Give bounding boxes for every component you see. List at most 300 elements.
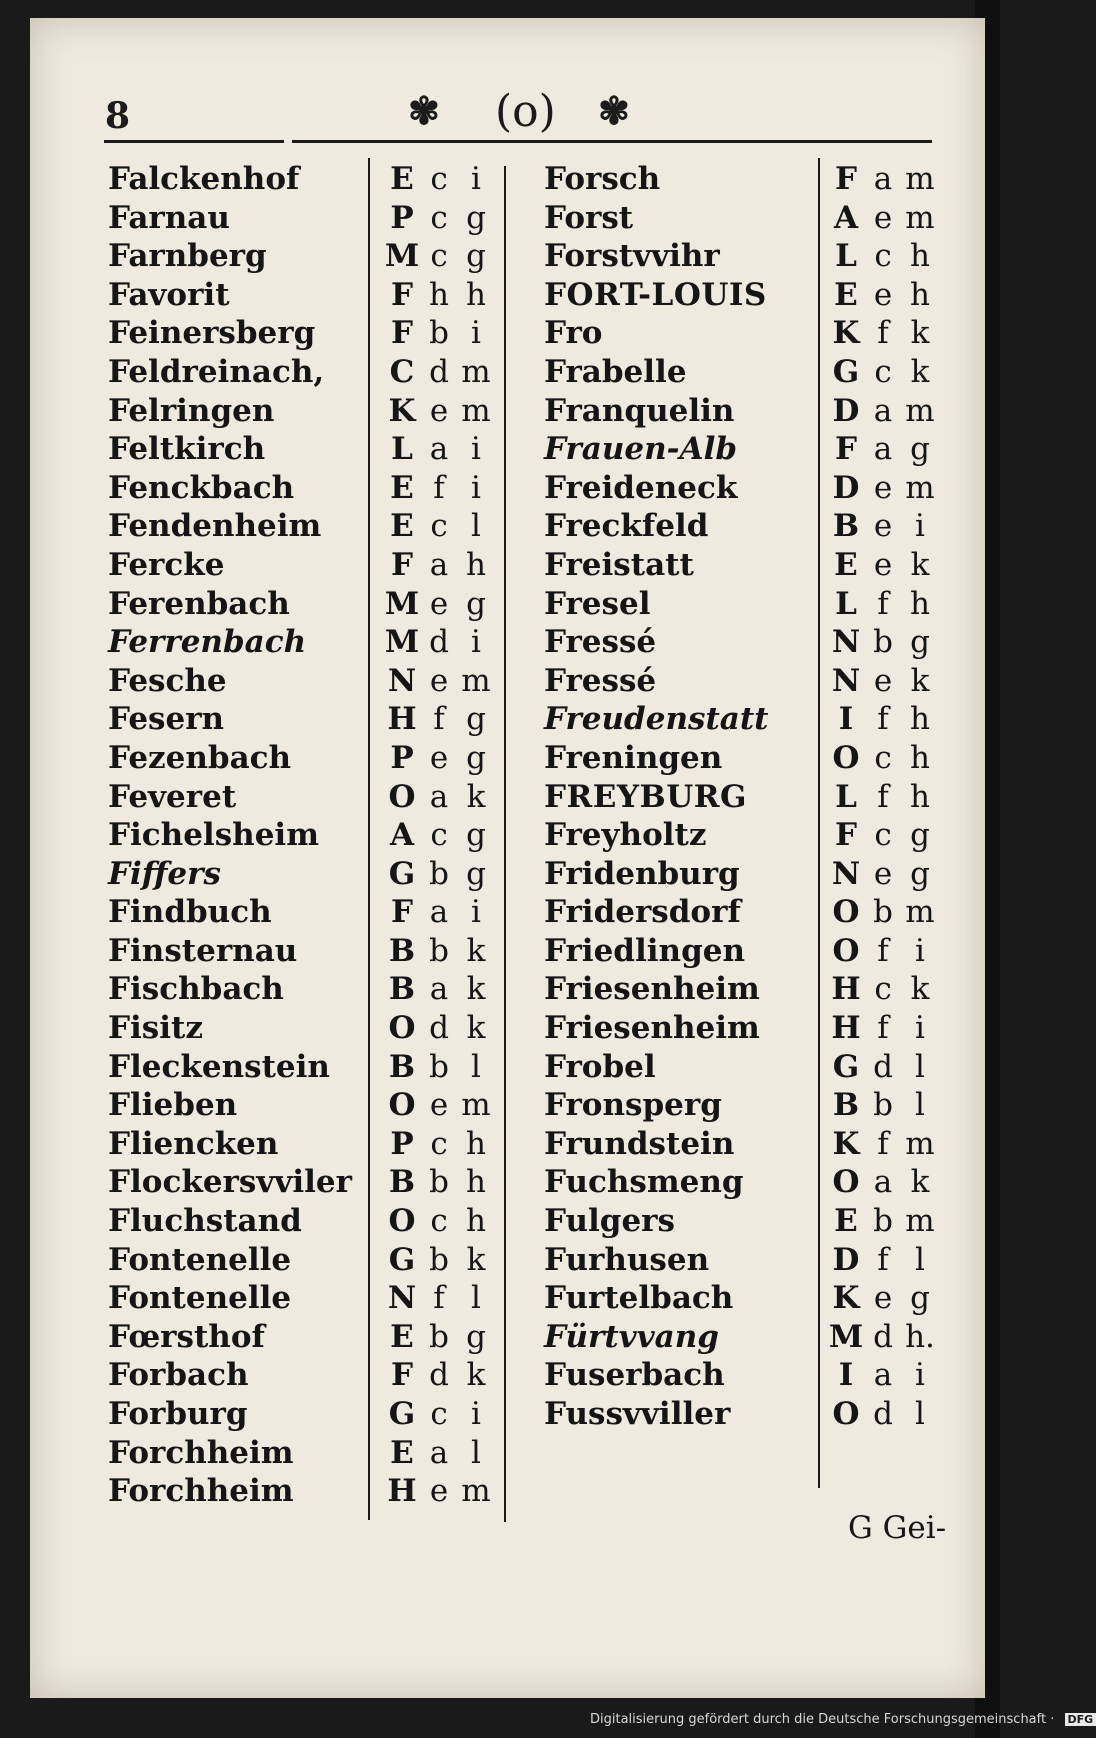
map-code-letter: g [466,585,486,622]
place-name: Friedlingen [544,932,746,969]
map-code-letter: d [429,624,449,661]
column-divider-right [818,158,820,1488]
map-code-letter: g [910,431,930,468]
map-code-letter: O [832,932,860,969]
map-code-row [826,237,940,276]
map-code-row [826,662,940,701]
map-code-letter: m [905,894,935,931]
map-code-letter: h [910,276,930,313]
map-code-row [826,1241,940,1280]
map-code-letter: c [430,161,448,197]
place-name: Fluchstand [108,1203,302,1240]
map-code-letter: c [430,1203,448,1240]
map-code-letter: i [471,431,481,468]
dfg-logo: DFG [1065,1713,1096,1726]
map-code-letter: h. [905,1318,935,1355]
map-code-letter: e [873,855,893,892]
map-code-letter: b [873,1203,893,1240]
map-code-row [826,1318,940,1357]
place-name: Fürtvvang [544,1318,719,1355]
map-code-letter: e [429,1473,449,1510]
map-code-letter: f [877,932,889,969]
map-code-letter: L [835,778,857,815]
digitization-footer [590,1712,1096,1727]
map-code-row [382,816,496,855]
map-code-letter: E [390,469,414,506]
map-code-letter: N [831,624,861,661]
map-code-letter: F [834,817,857,854]
map-code-row [826,778,940,817]
map-code-letter: O [832,894,860,931]
map-code-letter: G [388,1396,416,1432]
map-code-letter: g [910,855,930,892]
map-code-letter: E [390,508,414,545]
place-name: Farnau [108,199,230,236]
place-name: Freningen [544,739,723,776]
map-code-row [382,237,496,276]
map-code-row [826,1125,940,1164]
map-code-letter: O [832,1164,860,1201]
map-code-letter: h [466,1164,486,1201]
place-name: Fontenelle [108,1241,292,1278]
map-code-letter: e [873,546,893,583]
map-code-letter: B [832,1087,860,1124]
place-name: Flieben [108,1087,238,1124]
place-name: Ferenbach [108,585,290,622]
map-code-letter: k [466,1357,486,1394]
map-code-letter: l [471,508,481,545]
map-code-row [382,893,496,932]
map-code-letter: F [390,276,413,313]
map-code-letter: k [910,315,930,352]
map-code-row [826,314,940,353]
map-code-letter: L [835,238,857,275]
map-code-letter: O [388,1203,416,1240]
place-name: FORT-LOUIS [544,276,767,313]
map-code-letter: F [834,431,857,468]
place-name: Friesenheim [544,1010,760,1047]
map-code-letter: a [873,1164,893,1201]
place-name: Furtelbach [544,1280,734,1317]
map-code-letter: l [915,1241,925,1278]
map-code-letter: h [429,276,449,313]
map-code-letter: a [429,894,449,931]
map-code-letter: O [832,739,860,776]
map-code-letter: b [429,1318,449,1355]
map-code-row [382,1356,496,1395]
column-divider-middle [504,166,506,1522]
place-name: Fresel [544,585,651,622]
map-code-letter: c [430,1396,448,1432]
map-code-letter: k [466,932,486,969]
place-name: Felringen [108,392,275,429]
map-code-letter: G [832,353,860,390]
map-code-letter: i [471,624,481,661]
map-code-letter: K [832,315,860,352]
place-name: Fuserbach [544,1357,725,1394]
signature-mark: (o) [495,86,556,137]
map-code-letter: E [390,161,414,197]
place-name: Finsternau [108,932,298,969]
map-code-letter: N [387,1280,417,1317]
map-code-letter: m [461,1473,491,1510]
map-code-letter: e [873,662,893,699]
map-code-row [826,507,940,546]
place-name: Frundstein [544,1125,735,1162]
map-code-letter: b [429,855,449,892]
map-code-letter: h [910,238,930,275]
right-place-names [544,160,814,1434]
map-code-letter: M [384,238,420,275]
map-code-letter: f [877,585,889,622]
map-code-letter: D [832,469,860,506]
map-code-letter: l [471,1280,481,1317]
place-name: Feveret [108,778,237,815]
place-name: Forbach [108,1357,249,1394]
place-name: Fœrsthof [108,1318,265,1355]
map-code-letter: a [873,1357,893,1394]
map-code-letter: i [471,161,481,197]
map-code-letter: c [874,739,892,776]
map-code-letter: i [915,932,925,969]
map-code-letter: g [466,701,486,738]
map-code-letter: i [915,1357,925,1394]
map-code-letter: k [910,546,930,583]
map-code-letter: e [873,1280,893,1317]
map-code-letter: m [905,1125,935,1162]
map-code-letter: l [471,1048,481,1085]
map-code-letter: E [834,276,858,313]
map-code-row [826,893,940,932]
map-code-letter: f [433,1280,445,1317]
map-code-row [826,430,940,469]
map-code-letter: k [910,353,930,390]
place-name: Forsch [544,161,661,197]
map-code-letter: m [461,353,491,390]
map-code-letter: c [874,817,892,854]
map-code-row [826,1009,940,1048]
map-code-row [382,507,496,546]
map-code-letter: h [910,701,930,738]
map-code-letter: e [873,276,893,313]
map-code-letter: m [461,662,491,699]
place-name: Feldreinach, [108,353,325,390]
map-code-letter: f [877,778,889,815]
map-code-row [826,1086,940,1125]
map-code-row [826,469,940,508]
map-code-letter: P [390,199,414,236]
map-code-letter: B [388,1164,416,1201]
map-code-letter: a [873,392,893,429]
left-place-names [108,160,358,1511]
map-code-row [382,970,496,1009]
map-code-letter: F [834,161,857,197]
map-code-letter: e [873,508,893,545]
map-code-letter: c [430,1125,448,1162]
map-code-row [382,392,496,431]
map-code-row [826,1356,940,1395]
map-code-letter: F [390,894,413,931]
map-code-row [382,314,496,353]
map-code-row [382,932,496,971]
map-code-row [382,1202,496,1241]
map-code-row [382,585,496,624]
map-code-letter: H [831,1010,861,1047]
map-code-letter: l [471,1434,481,1471]
map-code-letter: a [429,546,449,583]
map-code-row [382,276,496,315]
map-code-row [382,739,496,778]
place-name: Fulgers [544,1203,675,1240]
map-code-letter: e [873,469,893,506]
map-code-row [382,662,496,701]
map-code-letter: H [831,971,861,1008]
map-code-letter: b [873,624,893,661]
map-code-letter: E [390,1434,414,1471]
map-code-letter: l [915,1396,925,1432]
place-name: Fendenheim [108,508,322,545]
map-code-letter: F [390,315,413,352]
map-code-row [382,1318,496,1357]
map-code-row [382,778,496,817]
map-code-letter: i [471,469,481,506]
map-code-row [382,1048,496,1087]
map-code-letter: a [429,1434,449,1471]
map-code-letter: d [873,1396,893,1432]
map-code-letter: k [466,778,486,815]
map-code-row [826,739,940,778]
place-name: Franquelin [544,392,735,429]
place-name: Fercke [108,546,225,583]
header-rule-right [292,140,932,143]
map-code-letter: m [461,392,491,429]
place-name: Falckenhof [108,161,300,197]
map-code-letter: B [388,932,416,969]
map-code-letter: g [910,624,930,661]
map-code-letter: i [471,315,481,352]
map-code-letter: d [429,353,449,390]
map-code-letter: g [466,817,486,854]
map-code-row [826,970,940,1009]
map-code-letter: m [905,469,935,506]
map-code-letter: A [389,817,415,854]
map-code-letter: F [390,1357,413,1394]
map-code-row [382,855,496,894]
map-code-letter: c [874,238,892,275]
map-code-row [382,1395,496,1434]
map-code-letter: k [910,1164,930,1201]
map-code-letter: f [877,1010,889,1047]
map-code-row [826,199,940,238]
map-code-letter: e [429,1087,449,1124]
map-code-letter: L [835,585,857,622]
map-code-letter: g [910,817,930,854]
map-code-letter: E [834,546,858,583]
map-code-letter: d [873,1048,893,1085]
map-code-row [826,276,940,315]
map-code-row [382,1472,496,1511]
map-code-row [382,1279,496,1318]
place-name: Favorit [108,276,230,313]
map-code-letter: h [466,1125,486,1162]
map-code-letter: m [905,161,935,197]
place-name: Fiffers [108,855,221,892]
map-code-row [826,1048,940,1087]
map-code-letter: h [910,739,930,776]
place-name: Fressé [544,662,657,699]
map-code-letter: b [429,315,449,352]
place-name: Fliencken [108,1125,279,1162]
place-name: Fezenbach [108,739,292,776]
map-code-letter: a [429,971,449,1008]
place-name: Freideneck [544,469,738,506]
map-code-letter: N [831,662,861,699]
map-code-letter: P [390,739,414,776]
map-code-letter: g [466,238,486,275]
map-code-letter: l [915,1087,925,1124]
map-code-row [826,816,940,855]
map-code-letter: g [466,1318,486,1355]
place-name: Feltkirch [108,431,266,468]
map-code-letter: b [429,1048,449,1085]
map-code-letter: f [877,1241,889,1278]
page-number: 8 [105,95,131,137]
map-code-letter: M [828,1318,864,1355]
map-code-row [382,353,496,392]
place-name: Frauen-Alb [544,431,738,468]
map-code-row [382,700,496,739]
place-name: Findbuch [108,894,272,931]
column-divider-left [368,158,370,1520]
place-name: Fressé [544,624,657,661]
map-code-letter: d [429,1010,449,1047]
map-code-row [382,1434,496,1473]
map-code-row [382,430,496,469]
map-code-letter: F [390,546,413,583]
place-name: Fronsperg [544,1087,722,1124]
place-name: Fesern [108,701,225,738]
map-code-letter: f [433,701,445,738]
map-code-letter: b [429,1241,449,1278]
map-code-letter: O [388,778,416,815]
map-code-letter: M [384,585,420,622]
place-name: Fichelsheim [108,817,319,854]
map-code-row [826,392,940,431]
map-code-letter: L [391,431,413,468]
place-name: Flockersvviler [108,1164,352,1201]
map-code-letter: f [877,701,889,738]
place-name: FREYBURG [544,778,748,815]
map-code-letter: h [466,276,486,313]
map-code-letter: K [832,1125,860,1162]
map-code-letter: d [873,1318,893,1355]
map-code-letter: b [429,932,449,969]
map-code-letter: G [388,855,416,892]
map-code-row [826,160,940,199]
map-code-letter: G [388,1241,416,1278]
place-name: Freyholtz [544,817,707,854]
map-code-letter: k [466,971,486,1008]
map-code-letter: a [873,431,893,468]
place-name: Fuchsmeng [544,1164,744,1201]
map-code-letter: f [433,469,445,506]
place-name: Forstvvihr [544,238,720,275]
map-code-letter: i [915,1010,925,1047]
place-name: Farnberg [108,238,267,275]
place-name: Fenckbach [108,469,295,506]
map-code-row [826,1202,940,1241]
map-code-letter: g [466,199,486,236]
map-code-letter: i [915,508,925,545]
map-code-letter: a [429,431,449,468]
map-code-letter: m [905,199,935,236]
place-name: Forchheim [108,1473,294,1510]
map-code-letter: e [429,739,449,776]
map-code-row [826,700,940,739]
map-code-row [382,1086,496,1125]
map-code-letter: c [874,971,892,1008]
map-code-letter: i [471,1396,481,1432]
map-code-letter: h [910,778,930,815]
map-code-letter: k [466,1010,486,1047]
place-name: Freckfeld [544,508,709,545]
map-code-letter: O [388,1087,416,1124]
map-code-letter: K [388,392,416,429]
map-code-letter: e [429,392,449,429]
map-code-letter: E [390,1318,414,1355]
place-name: Fisitz [108,1010,203,1047]
place-name: Fontenelle [108,1280,292,1317]
map-code-letter: H [387,701,417,738]
right-map-codes [826,160,940,1434]
map-code-letter: D [832,1241,860,1278]
left-ornament-icon: ✾ [408,88,440,133]
place-name: Fesche [108,662,227,699]
map-code-letter: I [838,701,854,738]
place-name: Fussvviller [544,1396,731,1432]
place-name: Frabelle [544,353,687,390]
map-code-letter: c [430,199,448,236]
map-code-letter: k [910,662,930,699]
map-code-letter: i [471,894,481,931]
map-code-letter: G [832,1048,860,1085]
map-code-letter: E [834,1203,858,1240]
map-code-letter: e [429,662,449,699]
place-name: Forburg [108,1396,248,1432]
map-code-letter: b [873,1087,893,1124]
map-code-letter: g [466,739,486,776]
map-code-letter: c [430,508,448,545]
map-code-letter: O [388,1010,416,1047]
map-code-letter: g [466,855,486,892]
map-code-letter: c [874,353,892,390]
map-code-letter: B [832,508,860,545]
map-code-row [382,546,496,585]
map-code-letter: I [838,1357,854,1394]
left-map-codes [382,160,496,1511]
map-code-letter: h [466,1203,486,1240]
place-name: Ferrenbach [108,624,307,661]
catchword: G Gei- [848,1510,947,1546]
footer-text: Digitalisierung gefördert durch die Deutsche Forschungsgemeinschaft · [590,1712,1055,1727]
map-code-row [826,353,940,392]
map-code-letter: a [873,161,893,197]
place-name: Frobel [544,1048,656,1085]
map-code-letter: K [832,1280,860,1317]
map-code-letter: m [905,392,935,429]
map-code-letter: M [384,624,420,661]
map-code-row [382,1241,496,1280]
